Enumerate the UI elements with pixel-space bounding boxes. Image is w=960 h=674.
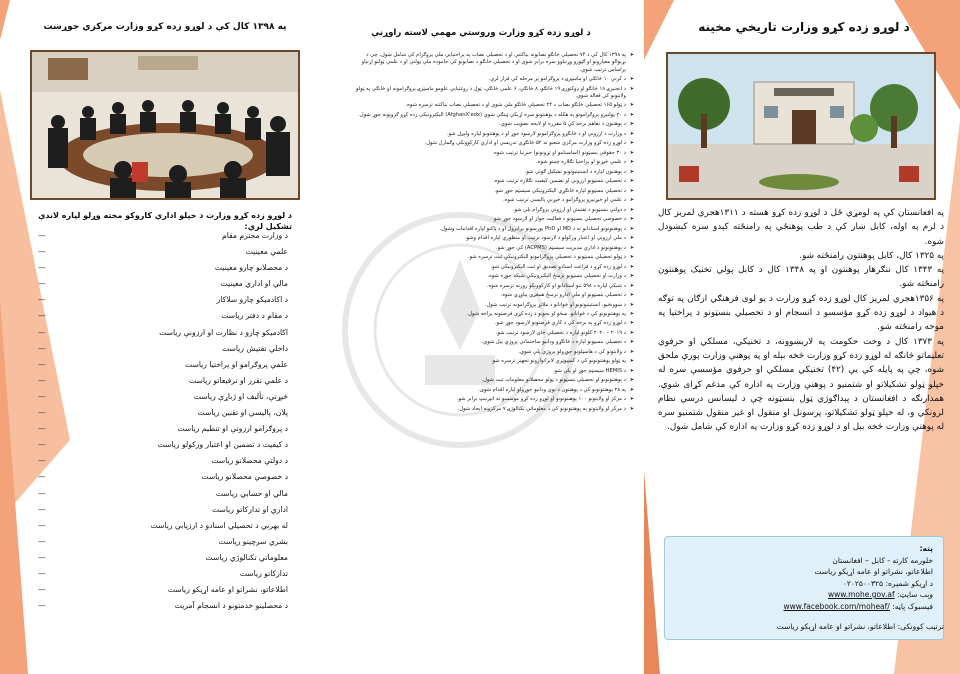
structure-item bbox=[38, 292, 288, 308]
structure-item-label: د مقام د دفتر ریاست bbox=[221, 311, 288, 321]
achievements-title: د لوړو زده کړو وزارت وروستي مهمې لاسته راوړنې bbox=[371, 28, 591, 38]
structure-item bbox=[38, 469, 288, 485]
facebook-link[interactable]: www.facebook.com/moheaf/ bbox=[783, 601, 890, 611]
structure-item bbox=[38, 244, 288, 260]
structure-item-label: علمي معینیت bbox=[245, 247, 288, 257]
structure-item-label: د محصلانو چارو معینیت bbox=[214, 263, 288, 273]
achievement-item: ➤ د ۲۰۱۹ – ۲۰۲۰ کلونو لپاره د تحصیلي ځای لارښود ترتیب شو. bbox=[352, 330, 634, 337]
dash-marker: — bbox=[38, 456, 46, 466]
achievement-item: ➤ د لوړو زده کړو په برخه کې د کاري فرصتونو لارښود جوړ شو. bbox=[352, 320, 634, 327]
dash-marker: — bbox=[38, 601, 46, 611]
dash-marker: — bbox=[38, 472, 46, 482]
structure-title: په ۱۳۹۸ کال کې د لوړو زده کړو وزارت مرکزي جوړښت bbox=[43, 22, 287, 32]
achievement-item: ➤ د پوهنتون لپاره د انستیتیوتونو تشکیل ګوتې شو. bbox=[352, 169, 634, 176]
achievement-item: ➤ د ملي ارزونې او اعتبار ورکولو د لارښود ترتیب او منظورې لپاره اقدام وشو. bbox=[352, 235, 634, 242]
contact-title: پته: bbox=[919, 544, 933, 553]
achievement-item: ➤ د شبکې لپاره د ۵۹۸ تنو استادانو او کارکوونکو روزنه ترسره شوه. bbox=[352, 283, 634, 290]
contact-facebook-row bbox=[675, 601, 933, 613]
history-paragraph: په افغانستان کې په لومړي ځل د لوړو زده کړو هسته د ۱۳۱۱هجري لمریز کال د لرم په اوله، کابل ښار کې د طب پوهنځي په رامنځته کېدو سره کېښودل شوه. bbox=[658, 208, 944, 247]
ministry-building-photo bbox=[666, 52, 936, 200]
structure-item-label: داخلي تفتیش ریاست bbox=[222, 343, 288, 353]
dash-marker: — bbox=[38, 295, 46, 305]
achievement-item: ➤ د ټولو ۱۶۵ تحصیلي ځانګو نصاب د ۲۴ تحصیلي ځانګو ملي شوي او د تحصیلي نصاب بیاکتنه ترسره شوه. bbox=[352, 102, 634, 109]
dash-marker: — bbox=[38, 279, 46, 289]
structure-item bbox=[38, 341, 288, 357]
structure-item-label: بشري سرچینو ریاست bbox=[218, 536, 288, 546]
structure-item bbox=[38, 437, 288, 453]
dash-marker: — bbox=[38, 552, 46, 562]
dash-marker: — bbox=[38, 311, 46, 321]
dash-marker: — bbox=[38, 424, 46, 434]
achievement-item: ➤ د تحصیلي بنسټونو او ملي ادارو ترمنځ همغږي پیاوړې شوه. bbox=[352, 292, 634, 299]
dash-marker: — bbox=[38, 343, 46, 353]
structure-item bbox=[38, 389, 288, 405]
dash-marker: — bbox=[38, 520, 46, 530]
dash-marker: — bbox=[38, 536, 46, 546]
dash-marker: — bbox=[38, 488, 46, 498]
dash-marker: — bbox=[38, 247, 46, 257]
facebook-label: فیسبوک پاڼه: bbox=[892, 601, 933, 611]
dash-marker: — bbox=[38, 585, 46, 595]
meeting-photo bbox=[30, 50, 300, 200]
structure-item-label: مالي او اداري معینیت bbox=[220, 279, 288, 289]
structure-item bbox=[38, 260, 288, 276]
contact-website-row bbox=[675, 589, 933, 601]
achievement-item: ➤ د پوهنتونونو استادانو ته د MD او PhD بورسونو برابرول او د ټاکنو لپاره اقدامات وشول. bbox=[352, 226, 634, 233]
achievement-item: ➤ د خصوصي تحصیلي بنسټونو د فعالیت جواز او لارښود جوړ شو. bbox=[352, 216, 634, 223]
achievement-item: ➤ په ۲۸ پوهنتونونو کې د پوهنتون د نوي ودانیو جوړولو لپاره اقدام شوی. bbox=[352, 387, 634, 394]
credits-line: ترتیب کوونکی: اطلاعاتو، نشراتو او عامه اړیکو ریاست bbox=[776, 622, 944, 631]
dash-marker: — bbox=[38, 231, 46, 240]
achievements-list bbox=[352, 52, 634, 415]
structure-item-label: د علمي تقرر او ترفیعاتو ریاست bbox=[189, 375, 288, 385]
structure-item bbox=[38, 373, 288, 389]
dash-marker: — bbox=[38, 359, 46, 369]
contact-phone: د اړیکو شمېره: ۰۲۰۲۵۰۰۳۲۵ bbox=[842, 578, 933, 588]
structure-list bbox=[38, 228, 288, 614]
structure-item-label: د اکادمیکو چارو سلاکار bbox=[216, 295, 288, 305]
structure-item-label: د محصلینو خدمتونو د انسجام آمریت bbox=[174, 601, 288, 611]
achievement-item: ➤ په ۱۳۹۸ کال کې د ۷۴ تحصیلي څانګو نصابونه بیاکتنې او د تحصیلي نصاب په پراختیایي ملي پروګرام کې شامل شول، چې د نړیوالو معیارونو او ګټورو وړتیاوو سره برابر شوي او د تحصیلي څانګو د نصابونو کې جاموده ملي ټولنې او د علمي ټولنو اړتیاو پراساس ترتیب شوي. bbox=[352, 52, 634, 74]
dash-marker: — bbox=[38, 391, 46, 401]
structure-item-label: علمي پروګرامو او پراختیا ریاست bbox=[185, 359, 288, 369]
achievement-item: ➤ د ولایتونو کې د هاسټلونو جوړولو پروژې پلي شوې. bbox=[352, 349, 634, 356]
achievement-item: ➤ د تحصیلي بنسټونو ارزونې او تضمین کیفیت تګلاره ترتیب شوه. bbox=[352, 178, 634, 185]
dash-marker: — bbox=[38, 375, 46, 385]
achievement-item: ➤ د ښوونځیو، انستیتیوتونو او ځوانانو د ملاتړ پروګرامونه ترتیب شول. bbox=[352, 302, 634, 309]
contact-address: خلورمه کارته - کابل – افغانستان bbox=[832, 555, 933, 565]
achievement-item: ➤ د مرکز او ولایتونو په پوهنتونونو کې د معلوماتي تکنالوژۍ ۷ مرکزونه ایجاد شول. bbox=[352, 406, 634, 413]
structure-item bbox=[38, 308, 288, 324]
structure-item-label: څیړنې، تألیف او ژباړې ریاست bbox=[193, 391, 288, 401]
structure-item-label: اطلاعاتو، نشراتو او عامه اړیکو ریاست bbox=[167, 585, 288, 595]
structure-item bbox=[38, 421, 288, 437]
achievement-item: ➤ د ټولو تحصیلي بنسټونو د تحصیلي پروګرامونو الیکترونیکي ثبت ترسره شو. bbox=[352, 254, 634, 261]
achievement-item: ➤ په ټولو پوهنتونونو کې د کمپیوټري لابراتوارونو تجهیز ترسره شو. bbox=[352, 358, 634, 365]
structure-item-label: د کیفیت د تضمین او اعتبار ورکولو ریاست bbox=[157, 440, 288, 450]
achievement-item: ➤ د مرکز او ولایتونو ۱۰۰ پوهنتونونو او لوړو زده کړو موسسو ته انټرنیټ برابر شو. bbox=[352, 396, 634, 403]
history-text bbox=[658, 206, 944, 435]
achievement-item: ➤ د ۳۰ حقوقي بنسټونو (اساسنامو او تړونونو) خبرتیا ترتیب شوه. bbox=[352, 150, 634, 157]
achievement-item: ➤ د تحصیلي بنسټونو لپاره د ځانګړو ودانیو ساختماني پروژې پیل شوې. bbox=[352, 339, 634, 346]
history-paragraph: په ۱۳۴۳ کال ننګرهار پوهنتون او په ۱۳۴۸ کال د کابل پولي تخنیک پوهنتون رامنځته شو. bbox=[658, 265, 944, 290]
structure-item-label: د خصوصي محصلانو ریاست bbox=[201, 472, 288, 482]
structure-item bbox=[38, 486, 288, 502]
achievement-item: ➤ د کرنې ۱۰ ځانګې او ماسټرۍ د پروګرامو پر مرحله کې قرار لري. bbox=[352, 76, 634, 83]
achievement-item: ➤ د دولتي بنسټونو د تفتیش او ارزونې پروګرام پلي شو. bbox=[352, 207, 634, 214]
achievement-item: ➤ د وزارت او تحصیلي بنسټونو ترمنځ الیکترونیکي شبکه جوړه شوه. bbox=[352, 273, 634, 280]
structure-item-label: اکادمیکو چارو د نظارت او ارزونې ریاست bbox=[159, 327, 288, 337]
achievement-item: ➤ د لوړو زده کړو وزارت مرکزي شعبو ته ۵۲ ځانګړي تدریسي او اداري کارکوونکي وګمارل شول. bbox=[352, 140, 634, 147]
structure-item-label: تدارکاتو ریاست bbox=[239, 568, 288, 578]
structure-item-label: اداري او تدارکاتو ریاست bbox=[212, 504, 288, 514]
history-title: د لوړو زده کړو وزارت تاریخي مخینه bbox=[698, 20, 910, 34]
dash-marker: — bbox=[38, 440, 46, 450]
structure-item-label: معلوماتي تکنالوژي ریاست bbox=[205, 552, 288, 562]
structure-item-label: پلان، پالیسي او تقنین ریاست bbox=[197, 408, 288, 418]
structure-item bbox=[38, 325, 288, 341]
panel-achievements bbox=[320, 0, 642, 674]
achievement-item: ➤ د ۲۰ ټولنیزو پروګرامونو په هکله د پوهنتونو سره اړیکې ټینګې شوې (AfghanX'edx) الیکترونیکي زده کړو ګروپونه جوړ شول. bbox=[352, 112, 634, 119]
structure-item bbox=[38, 550, 288, 566]
dash-marker: — bbox=[38, 408, 46, 418]
achievement-item: ➤ د علمي او څیړنیزو پروګرامو د څېړنې پالیسي ترتیب شوه. bbox=[352, 197, 634, 204]
achievement-item: ➤ د تحصیلي بنسټونو لپاره ځانګړې الیکترونیکي سیسټم جوړ شو. bbox=[352, 188, 634, 195]
structure-item bbox=[38, 228, 288, 244]
achievement-item: ➤ د انجنیرۍ ۱۸ ځانګو او ډوکتورۍ ۱۹ ځانګو، ۸ ځانګې، ۶ علمي ځانګې، ټول د روغتیايي علومو ماسټرۍ پروګرامونه او ځانګې په ټولو ولایتونو کې فعاله شوې. bbox=[352, 86, 634, 101]
structure-item-label: د وزارت محترم مقام bbox=[222, 231, 288, 240]
structure-intro: د لوړو زده کړو وزارت د خپلو اداري کاروکو مخته وړلو لپاره لاندې تشکیل لري: bbox=[38, 211, 292, 231]
website-link[interactable]: www.mohe.gov.af bbox=[828, 590, 895, 599]
achievement-item: ➤ د وزارت د ارزونې او د ځانګړو پروګرامونو لارښود جوړ او د پوهنتونو لپاره ولېږل شو. bbox=[352, 131, 634, 138]
structure-item bbox=[38, 405, 288, 421]
history-paragraph: په ۱۳۷۳ کال د وخت حکومت په لاربښوونه، د تخنیکي، مسلکي او حرفوي تعلیماتو څانګه له لوړو زده کړو وزارت څخه بېله او په پوهنې وزارت پورې ملحق شوه، چې په پایله کې یې (۴۲) تخنیکي مسلکي او حرفوي مؤسسې سره له خپلو ټولو تشکیلاتو او شتمنیو د پوهنې وزارت په اداره کې مدغم کړای شوې. همدارنګه د افغانستان د پېداګوژي ټول بنسټونه چې د لیسانس درسي نظام لرونکي و، له خپلو ټولو تشکیلاتو، پرسونل او منقول او غیر منقول شتمنیو سره له پوهنې وزارت څخه بېل او د لوړو زده کړو وزارت په اداره کې شامل شول. bbox=[658, 336, 945, 433]
structure-item bbox=[38, 518, 288, 534]
achievement-item: ➤ د علمي څیړنو او پراختیا تګلاره چمتو شوه. bbox=[352, 159, 634, 166]
achievement-item: ➤ د پوهنتونونو د اداري مدیریت سیسټم (ACPMS) کې جوړ شو. bbox=[352, 245, 634, 252]
dash-marker: — bbox=[38, 263, 46, 273]
structure-item bbox=[38, 357, 288, 373]
achievement-item: ➤ د HEMIS سیسټم جوړ او پلي شو. bbox=[352, 368, 634, 375]
dash-marker: — bbox=[38, 568, 46, 578]
achievement-item: ➤ د لوړو زده کړو د فراغت اسنادو تصدیق او ثبت الیکترونیکي شو. bbox=[352, 264, 634, 271]
dash-marker: — bbox=[38, 327, 46, 337]
contact-dept: اطلاعاتو، نشراتو او عامه اړیکو ریاست bbox=[814, 567, 933, 576]
history-paragraph: په ۱۳۵۶هجري لمریز کال لوړو زده کړو وزارت د یو لوی فرهنګي ارګان په توګه د هیواد د لوړو زده کړو مؤسسو د انسجام او د تحصیلي بنسټونو د پراختیا په موخه رامنځته شو. bbox=[658, 293, 944, 333]
structure-item bbox=[38, 534, 288, 550]
structure-item-label: د دولتي محصلانو ریاست bbox=[211, 456, 288, 466]
structure-item bbox=[38, 582, 288, 598]
dash-marker: — bbox=[38, 504, 46, 514]
achievement-item: ➤ د پوهنتون د تفاهم برخه کې ۵ مقرره او لایحه تصویب شوې. bbox=[352, 121, 634, 128]
panel-structure bbox=[0, 0, 318, 674]
achievement-item: ➤ د پوهنتونونو او تحصیلي بنسټونو د ټولو محصلانو معلومات ثبت شول. bbox=[352, 377, 634, 384]
structure-item bbox=[38, 598, 288, 614]
structure-item bbox=[38, 566, 288, 582]
structure-item-label: د پروګرامو ارزونې او تنظیم ریاست bbox=[177, 424, 288, 434]
structure-item-label: له بهرني د تحصیلي اسنادو د ارزیابي ریاست bbox=[150, 520, 288, 530]
structure-item bbox=[38, 276, 288, 292]
website-label: وېب سایټ: bbox=[896, 590, 933, 599]
achievement-item: ➤ په پوهنتونونو کې د ځوانانو، ښځو او نجونو د زده کړې فرصتونه پراخه شول. bbox=[352, 311, 634, 318]
structure-item bbox=[38, 453, 288, 469]
structure-item bbox=[38, 502, 288, 518]
history-paragraph: په ۱۳۲۵ کال، کابل پوهنتون رامنځته شو. bbox=[799, 250, 944, 261]
structure-item-label: مالي او حسابي ریاست bbox=[215, 488, 288, 498]
